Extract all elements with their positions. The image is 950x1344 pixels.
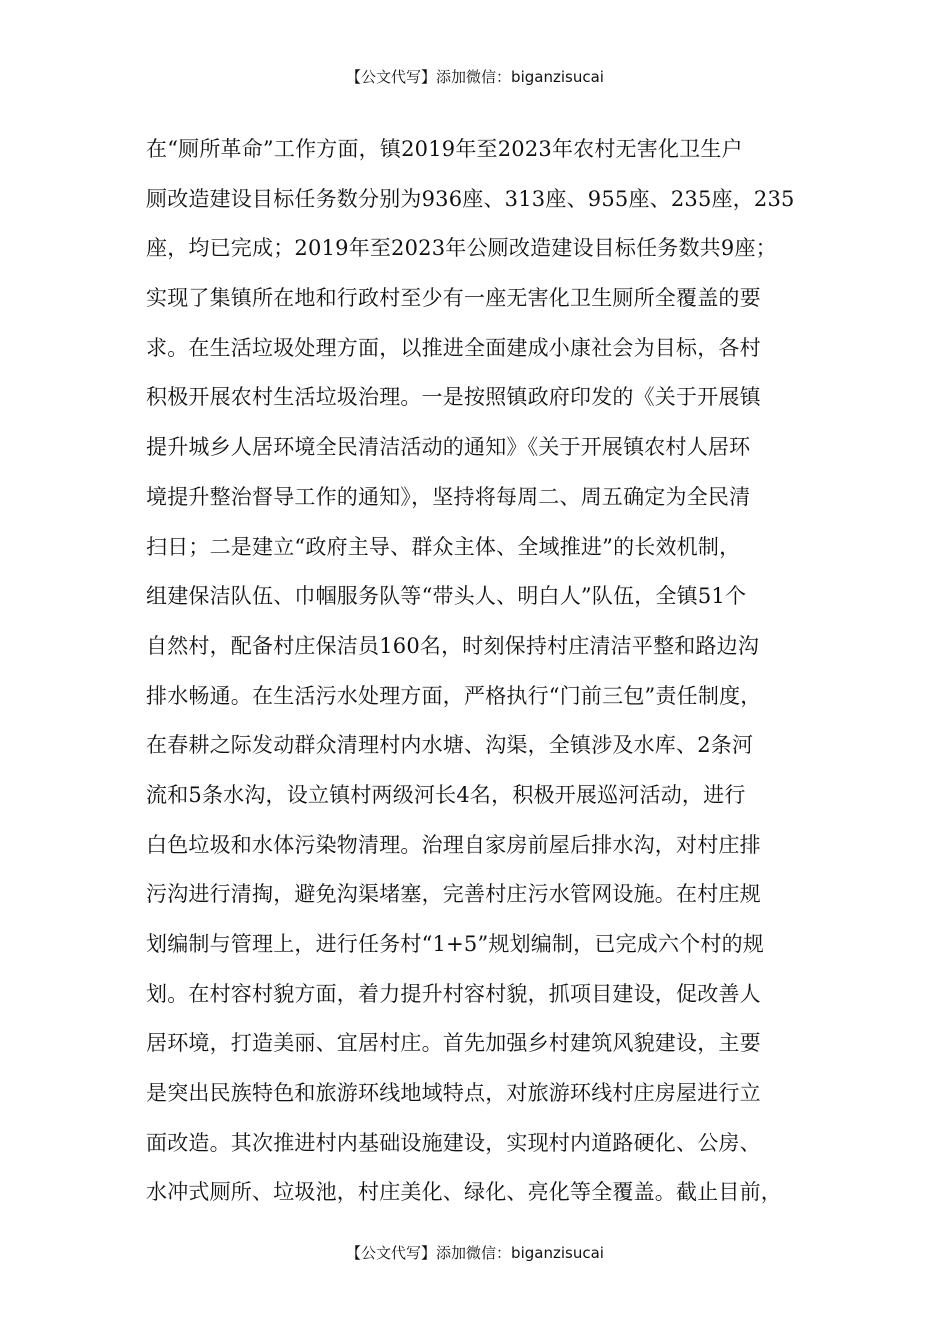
- page-header: 【公文代写】添加微信：biganzisucai: [346, 68, 604, 86]
- text-line: 居环境，打造美丽、宜居村庄。首先加强乡村建筑风貌建设，主要: [146, 1031, 761, 1056]
- text-line: 扫日；二是建立“政府主导、群众主体、全域推进”的长效机制，: [146, 534, 741, 559]
- text-line: 白色垃圾和水体污染物清理。治理自家房前屋后排水沟，对村庄排: [146, 832, 761, 857]
- text-line: 污沟进行清掏，避免沟渠堵塞，完善村庄污水管网设施。在村庄规: [146, 882, 761, 907]
- text-line: 在“厕所革命”工作方面，镇2019年至2023年农村无害化卫生户: [146, 137, 743, 161]
- text-line: 厕改造建设目标任务数分别为936座、313座、955座、235座，235: [146, 186, 795, 211]
- text-line: 座，均已完成；2019年至2023年公厕改造建设目标任务数共9座；: [146, 236, 777, 261]
- text-line: 组建保洁队伍、巾帼服务队等“带头人、明白人”队伍，全镇51个: [146, 584, 747, 609]
- text-line: 是突出民族特色和旅游环线地域特点，对旅游环线村庄房屋进行立: [146, 1081, 761, 1106]
- text-line: 求。在生活垃圾处理方面，以推进全面建成小康社会为目标，各村: [146, 335, 761, 360]
- text-line: 水冲式厕所、垃圾池，村庄美化、绿化、亮化等全覆盖。截止目前，: [146, 1180, 782, 1205]
- text-line: 积极开展农村生活垃圾治理。一是按照镇政府印发的《关于开展镇: [146, 385, 761, 410]
- text-line: 在春耕之际发动群众清理村内水塘、沟渠，全镇涉及水库、2条河: [146, 733, 754, 758]
- text-line: 划编制与管理上，进行任务村“1+5”规划编制，已完成六个村的规: [146, 932, 764, 956]
- text-line: 排水畅通。在生活污水处理方面，严格执行“门前三包”责任制度，: [146, 683, 762, 708]
- text-line: 提升城乡人居环境全民清洁活动的通知》《关于开展镇农村人居环: [146, 435, 751, 460]
- text-line: 实现了集镇所在地和行政村至少有一座无害化卫生厕所全覆盖的要: [146, 286, 761, 311]
- text-line: 自然村，配备村庄保洁员160名，时刻保持村庄清洁平整和路边沟: [146, 633, 760, 658]
- page-footer: 【公文代写】添加微信：biganzisucai: [346, 1244, 604, 1262]
- body-paragraph: [146, 125, 826, 1218]
- text-line: 境提升整治督导工作的通知》，坚持将每周二、周五确定为全民清: [146, 484, 751, 509]
- text-line: 划。在村容村貌方面，着力提升村容村貌，抓项目建设，促改善人: [146, 981, 761, 1006]
- text-line: 面改造。其次推进村内基础设施建设，实现村内道路硬化、公房、: [146, 1130, 761, 1155]
- text-line: 流和5条水沟，设立镇村两级河长4名，积极开展巡河活动，进行: [146, 782, 746, 807]
